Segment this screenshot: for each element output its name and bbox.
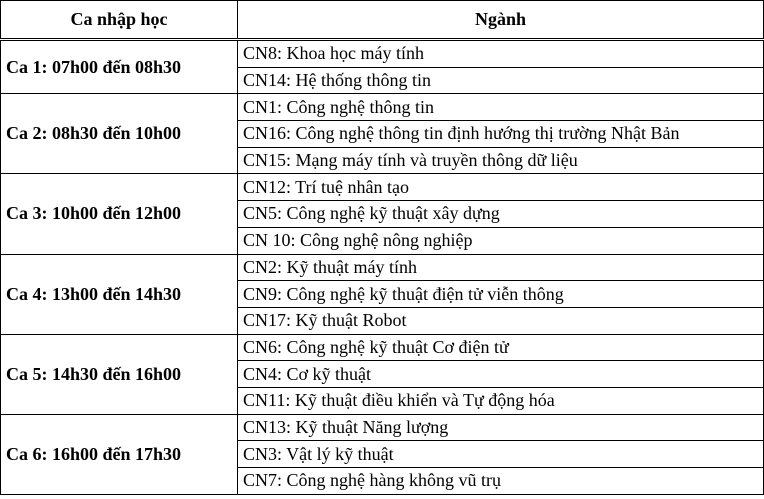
- major-cell: CN9: Công nghệ kỹ thuật điện tử viễn thông: [238, 281, 764, 308]
- major-cell: CN3: Vật lý kỹ thuật: [238, 441, 764, 468]
- table-row: [1, 40, 764, 68]
- major-cell: CN11: Kỹ thuật điều khiển và Tự động hóa: [238, 387, 764, 414]
- major-cell: CN14: Hệ thống thông tin: [238, 67, 764, 94]
- major-cell: CN7: Công nghệ hàng không vũ trụ: [238, 468, 764, 495]
- table-row: [1, 414, 764, 441]
- table-row: [1, 334, 764, 361]
- session-label: Ca 2: 08h30 đến 10h00: [1, 94, 238, 174]
- major-cell: CN1: Công nghệ thông tin: [238, 94, 764, 121]
- major-cell: CN8: Khoa học máy tính: [238, 40, 764, 68]
- major-cell: CN 10: Công nghệ nông nghiệp: [238, 227, 764, 254]
- major-cell: CN17: Kỹ thuật Robot: [238, 307, 764, 334]
- header-major: Ngành: [238, 1, 764, 40]
- table-row: [1, 174, 764, 201]
- major-cell: CN16: Công nghệ thông tin định hướng thị trường Nhật Bản: [238, 121, 764, 148]
- schedule-body: [1, 40, 764, 495]
- major-cell: CN15: Mạng máy tính và truyền thông dữ liệu: [238, 147, 764, 174]
- session-label: Ca 1: 07h00 đến 08h30: [1, 40, 238, 94]
- table-row: [1, 254, 764, 281]
- major-cell: CN12: Trí tuệ nhân tạo: [238, 174, 764, 201]
- session-label: Ca 5: 14h30 đến 16h00: [1, 334, 238, 414]
- major-cell: CN4: Cơ kỹ thuật: [238, 361, 764, 388]
- header-row: [1, 1, 764, 40]
- major-cell: CN13: Kỹ thuật Năng lượng: [238, 414, 764, 441]
- session-label: Ca 3: 10h00 đến 12h00: [1, 174, 238, 254]
- major-cell: CN6: Công nghệ kỹ thuật Cơ điện tử: [238, 334, 764, 361]
- header-session: Ca nhập học: [1, 1, 238, 40]
- table-row: [1, 94, 764, 121]
- major-cell: CN2: Kỹ thuật máy tính: [238, 254, 764, 281]
- session-label: Ca 4: 13h00 đến 14h30: [1, 254, 238, 334]
- session-label: Ca 6: 16h00 đến 17h30: [1, 414, 238, 494]
- major-cell: CN5: Công nghệ kỹ thuật xây dựng: [238, 201, 764, 228]
